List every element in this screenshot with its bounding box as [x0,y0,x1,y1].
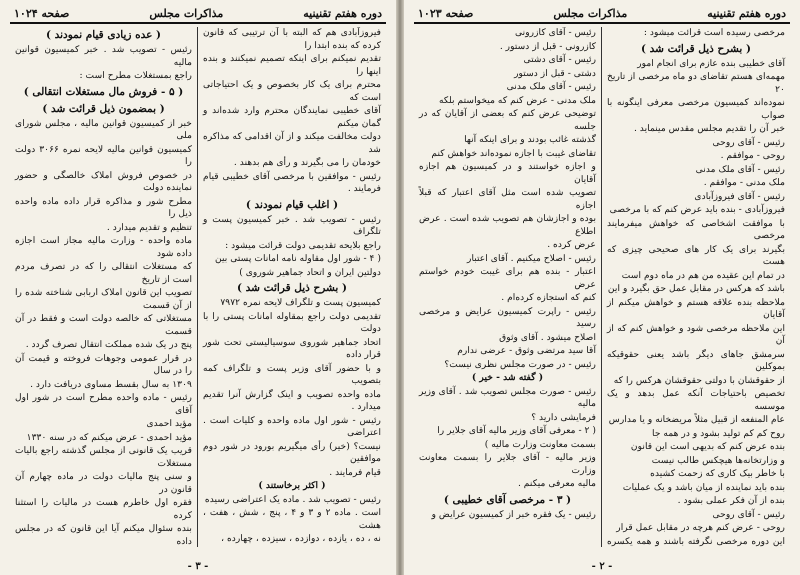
text-line: رئیس - آقای کازرونی [515,27,596,38]
text-line: خبر آن را تقدیم مجلس مقدس مینماید . [633,123,785,134]
text-line: وزیر مالیه - آقای جلایر را بسمت معاونت وزارت [419,452,596,476]
text-line: روح کم کم تولید بشود و در همه جا [652,427,785,439]
text-line: در قرار عمومی وجوهات فروخته و قیمت آن را در سال [15,352,192,376]
text-line: ( ۵ - فروش مال مستغلات انتقالی ) [23,85,184,98]
text-line: فرمایشی دارید ؟ [531,411,596,423]
text-line: رئیس - تصویب شد . خبر کمیسیون قوانین مالیه [15,44,192,68]
text-line: ملک مدنی - موافقم . [703,177,785,188]
text-line: از حقوقشان با دولتی حقوقشان هرکس را که [613,374,785,386]
text-line: فیروزآبادی - بنده باید عرض کنم که با مرخصی [609,204,785,215]
text-line: قریب یک قانونی از مجلس گذشته راجع بالیات مستغلات [15,445,192,469]
text-line: رئیس - اصلاح میکنیم . آقای اعتبار [467,252,596,264]
text-line: روحی - عرض کنم هرچه در مقابل عمل قرار [616,522,785,533]
text-line: خبر از کمیسیون قوانین مالیه ، مجلس شورای ملی [15,117,192,141]
text-line: نموده‌اند کمیسیون مرخصی معرفی اینگونه با صواب [607,97,785,121]
left-session-label: دوره هفتم تقنینیه [303,6,382,20]
right-page-footer: - ۲ - [591,561,613,572]
text-line: رئیس - آقای ملک مدنی [695,163,785,175]
text-line: بگیرند برای یک کار های صحیحی چیزی که هست [607,243,785,267]
right-columns [414,27,790,547]
text-line: تقاضای غیبت با اجازه نموده‌اند خواهش کنم [431,147,596,159]
text-line: بنده عرض کنم که بدیهی است این قانون [630,441,785,452]
text-line: مطرح شور و مذاکره قرار داده ماده واحده ذیل را [15,195,192,219]
right-column-1 [602,27,790,547]
text-line: محترم برای یک کار بخصوص و یک احتیاجاتی است که [203,79,381,103]
text-line: دولت مخالفت میکند و از آن اقدامی که مذاکره شد [203,131,381,155]
text-line: با موافقت اشخاصی که خواهش میفرمایند مرخصی [607,217,785,241]
text-line: کمیسیون قوانین مالیه لایحه نمره ۳۰۶۶ دولت را [15,143,192,167]
text-line: رئیس - تصویب شد . ماده یک اعتراضی رسیده [204,493,381,505]
text-line: تخصیص باحتیاجات آنکه عمل بدهد و یک موسسه [607,388,785,412]
text-line: ملاحظه بنده علاقه هستم و خواهش میکنم از آقایان [607,296,785,320]
text-line: مرخصی رسیده است قرائت میشود : [643,27,785,38]
text-line: با خاطر بیک کاری که زحمت کشیده [650,468,785,479]
text-line: دولتین ایران و اتحاد جماهیر شوروی ) [239,266,381,278]
text-line: آقای خطیبی بنده عازم برای انجام امور [637,57,785,69]
text-line: رئیس - موافقین با مرخصی آقای خطیبی قیام فرمایند . [203,170,381,194]
text-line: تقدیم نمیکنم برای اینکه تصمیم نمیکنند و بنده اینها را [203,53,381,77]
text-line: کمیسیون پست و تلگراف لایحه نمره ۷۹۷۲ [220,297,381,308]
text-line: اعتبار - بنده هم برای غیبت خودم خواستم عرض [419,266,596,290]
text-line: بنده باید نماینده از میان باشد و یک عملیات [622,481,785,493]
left-title: مذاکرات مجلس [149,6,224,20]
text-line: رئیس - آقای روحی [712,136,785,148]
text-line: و اجازه خواستند و در کمیسیون هم اجازه آقایان [419,161,596,185]
text-line: ( اکثر برخاستند ) [258,480,326,491]
text-line: ( اغلب قیام نمودند ) [245,198,339,211]
text-line: نه ، ده ، یازده ، دوازده ، سیزده ، چهارده ، [221,533,381,544]
text-line: و با حضور آقای وزیر پست و تلگراف کمه بتصویب [203,362,381,386]
text-line: که مستغلات انتقالی را که در تصرف مردم است از تاریخ [15,261,192,285]
text-line: آقای خطیبی نمایندگان محترم وارد شده‌اند و گمان میکنم [203,105,381,129]
text-line: روحی - موافقم . [720,150,785,161]
left-page-header [10,4,386,24]
text-line: رئیس - راپرت کمیسیون عرایض و مرخصی رسید [419,305,596,329]
text-line: تصویب شده است مثل آقای اعتبار که قبلاً اجازه [419,187,596,211]
left-columns [10,27,386,547]
text-line: مالیه معرفی میکنم . [517,478,596,489]
text-line: رئیس - شور اول ماده واحده و کلیات است . اعتراضی [203,414,381,438]
book-gutter [396,0,404,575]
text-line: تنظیم و تقدیم میدارد . [106,221,192,233]
text-line: عام المنفعه از قبیل مثلاً مریضخانه و یا مدارس [608,414,785,425]
text-line: ( بمضمون ذیل قرائت شد ) [42,102,165,115]
text-line: در تمام این عقیده من هم در ماه دوم است [621,269,785,281]
text-line: بنده از آن فکر عملی بشود . [677,495,785,506]
right-title: مذاکرات مجلس [553,6,628,20]
text-line: ( ۲ - معرفی آقای وزیر مالیه آقای جلایر را [437,425,596,436]
text-line: مؤید احمدی - عرض میکنم که در سنه ۱۳۳۰ [26,431,192,443]
text-line: اصلاح میشود . آقای وثوق [499,331,596,343]
text-line: این ملاحظه مرخصی شود و خواهش کنم که از آن [607,322,785,346]
text-line: است . ماده ۲ و ۳ و ۴ ، پنج ، شش ، هفت ، هشت [203,507,381,531]
text-line: رئیس - صورت مجلس تصویب شد . آقای وزیر مالیه [419,385,596,409]
left-page-number: صفحه ۱۰۲۴ [14,6,70,20]
right-page [404,0,800,575]
text-line: راجع بلایحه تقدیمی دولت قرائت میشود : [225,239,381,251]
text-line: ( بشرح ذیل قرائت شد ) [237,282,347,294]
text-line: رئیس - در صورت مجلس نظری نیست؟ [444,358,596,370]
text-line: ماده واحده تصویب و اینک گزارش آنرا تقدیم میدارد . [203,388,381,412]
text-line: بسمت معاونت وزارت مالیه ) [484,438,596,450]
text-line: مهمه‌ای هستم تقاضای دو ماه مرخصی از تاریخ ۲۰ [607,71,785,95]
left-page-footer: - ۳ - [187,561,209,572]
text-line: عرض کرده . [547,239,596,250]
text-line: ملک مدنی - عرض کنم که میخواستم بلکه [438,94,596,106]
text-line: بنده سئوال میکنم آیا این قانون که در مجلس داده [15,523,192,547]
text-line: این دوره مرخصی نگرفته باشند و همه یکسره [607,535,785,547]
text-line: فیروزآبادی هم که البته با آن ترتیبی که قانون کرده که بنده ابتدا را [203,27,381,51]
text-line: سرمشق جاهای دیگر باشد یعنی حقوقیکه بموکلین [607,348,785,372]
text-line: کازرونی - قبل از دستور . [499,40,596,52]
text-line: دشتی - قبل از دستور [514,67,596,79]
text-line: ( ۳ - مرخصی آقای خطیبی ) [443,493,572,506]
text-line: قیام فرمایند . [329,466,381,478]
text-line: و سنی پنج مالیات دولت در ماده چهارم آن قانون در [15,471,192,495]
text-line: گذشته غائب بودند و برای اینکه آنها [464,134,596,145]
text-line: بوده و اجازشان هم تصویب شده است . عرض اطلاع [419,213,596,237]
right-page-number: صفحه ۱۰۲۳ [418,6,474,20]
text-line: فقره اول خاطرم هست در مالیات را استثنا کرده [15,497,192,521]
text-line: و وزارتخانه‌ها هیچکس طالب نیست [651,454,785,466]
text-line: باشد که هرکس در مقابل عمل حق بگیرد و این [607,283,785,294]
text-line: تقدیمی دولت راجع بمقاوله امانات پستی را با دولت [203,310,381,334]
text-line: مؤید احمدی [146,418,192,429]
text-line: ۱۳۰۹ به سال بقسط مساوی دریافت دارد . [30,378,192,390]
text-line: رئیس - آقای روحی [712,508,785,520]
text-line: مستغلاتی که خالصه دولت است و فقط در آن قسمت [15,313,192,337]
left-page [0,0,396,575]
text-line: رئیس - یک فقره خبر از کمیسیون عرایض و [431,508,596,520]
left-column-2 [10,27,198,547]
right-page-header [414,4,790,24]
text-line: نیست؟ (خیر) رأی میگیریم بورود در شور دوم موافقین [203,440,381,464]
text-line: ماده واحده - وزارت مالیه مجاز است اجازه داده شود [15,235,192,259]
text-line: رئیس - آقای ملک مدنی [506,81,596,92]
text-line: رئیس - آقای فیروزآبادی [694,190,785,202]
text-line: رئیس - ماده واحده مطرح است در شور اول آقای [15,392,192,416]
right-column-2 [414,27,602,547]
text-line: رئیس - تصویب شد . خبر کمیسیون پست و تلگراف [203,213,381,237]
text-line: تصویب این قانون املاک اربابی شناخته شده را از آن قسمت [15,287,192,311]
left-column-1 [198,27,386,547]
text-line [203,547,381,548]
text-line: خودمان را می بگیرند و رأی هم بدهند . [233,157,381,168]
text-line: ( بشرح ذیل قرائت شد ) [641,42,751,55]
text-line: کنم که استجازه کرده‌ام . [501,292,596,303]
text-line: اتحاد جماهیر شوروی سوسیالیستی تحت شور قرار داده [203,336,381,360]
text-line: آقا سید مرتضی وثوق - عرضی ندارم [457,345,596,356]
text-line: ( عده زیادی قیام نمودند ) [46,29,161,41]
text-line: پنج در یک شده مملکت انتقال تصرف گردد . [25,339,192,350]
text-line: ( گفته شد - خیر ) [471,372,544,383]
right-session-label: دوره هفتم تقنینیه [707,6,786,20]
text-line: در خصوص فروش املاک خالصگی و حضور نماینده دولت [15,169,192,193]
text-line: توضیحی عرض کنم که بعضی از آقایان که در جلسه [419,108,596,132]
text-line: راجع بمستغلات مطرح است : [79,70,192,81]
text-line: ( ۴ - شور اول مقاوله نامه امانات پستی بین [215,253,381,264]
text-line: رئیس - آقای دشتی [523,54,596,65]
